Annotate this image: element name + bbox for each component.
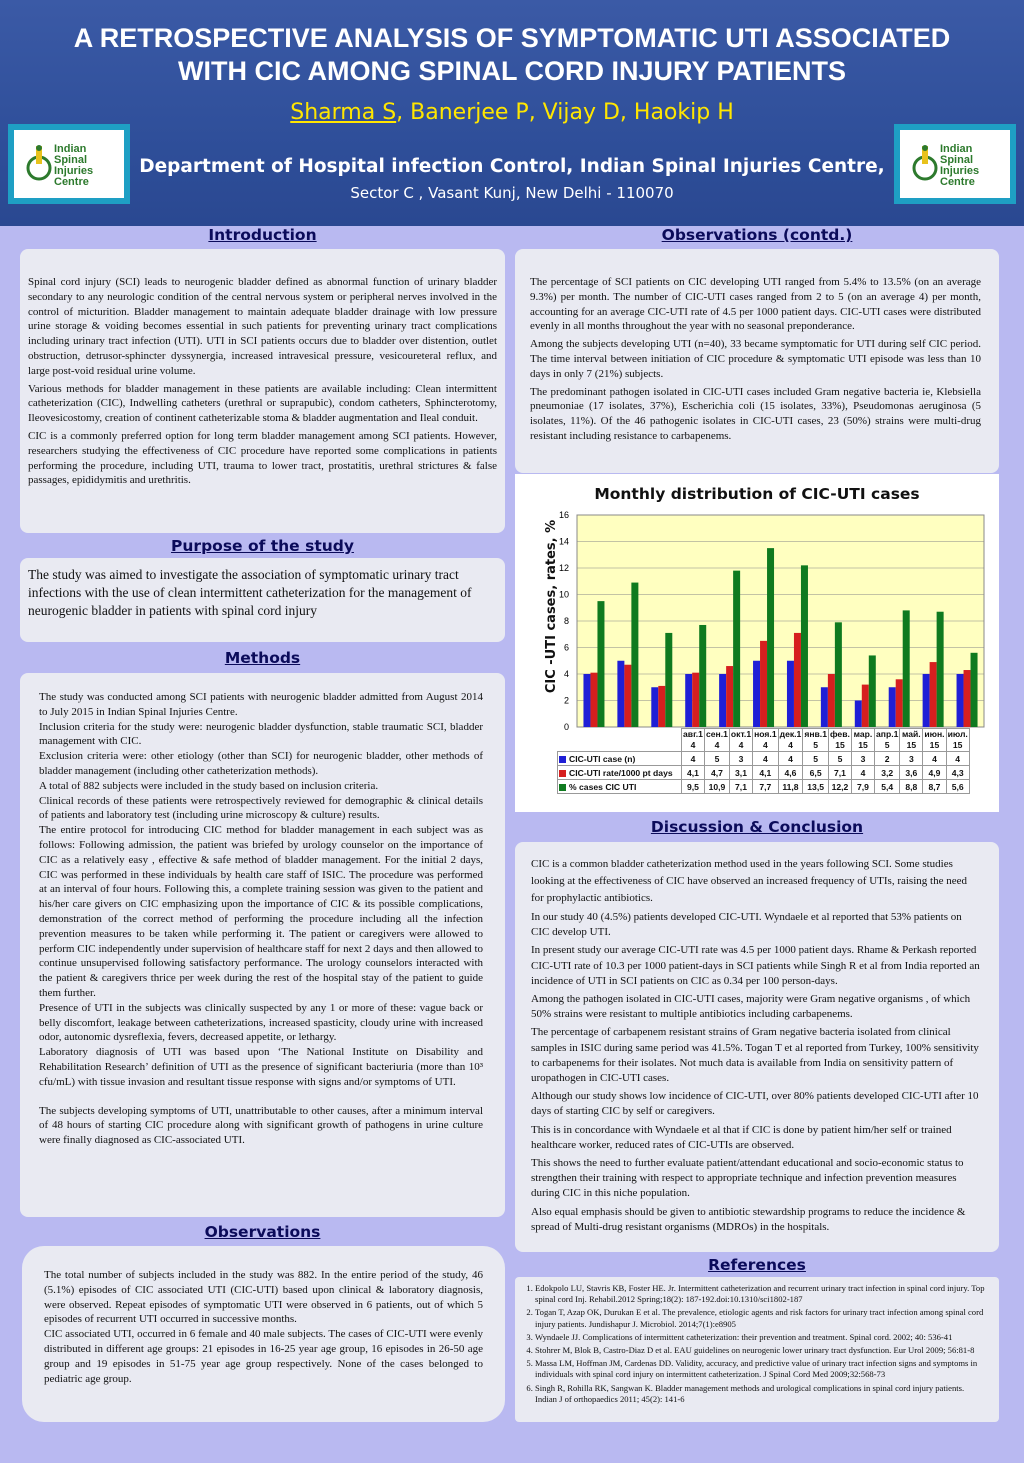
discussion-heading: Discussion & Conclusion <box>650 818 864 836</box>
data-label: 10,9 <box>705 780 730 794</box>
data-label: 5,4 <box>874 780 899 794</box>
x-tick-label-line: 15 <box>858 740 868 750</box>
x-tick-label <box>705 729 730 752</box>
isic-logo-icon <box>910 144 940 182</box>
bar-rate <box>930 662 937 727</box>
legend-swatch <box>559 770 566 777</box>
bar-cases <box>855 701 862 728</box>
data-label: 3,2 <box>874 766 899 780</box>
references-heading: References <box>708 1256 806 1274</box>
observations-contd-box <box>515 249 999 473</box>
x-tick-label-line: 15 <box>929 740 940 750</box>
data-label: 2 <box>874 752 899 766</box>
logo-text-line: Spinal Injuries <box>54 154 94 177</box>
title-line-2: WITH CIC AMONG SPINAL CORD INJURY PATIENTS <box>177 56 847 86</box>
data-label: 5,6 <box>946 780 969 794</box>
y-tick-label: 4 <box>563 669 569 679</box>
paragraph: Various methods for bladder management in these patients are available including: Clean intermittent catheterization (CIC), Indwelling catheters (urethral or suprapubic), condom catheters, Sphincterotomy, Ileovesicostomy, creation of continent catheterizable stoma & bladder augmentation and Ileal conduit. <box>28 382 497 425</box>
logo-text-line: Indian <box>940 143 973 155</box>
paragraph: This shows the need to further evaluate patient/attendant educational and socio-economic status to strengthen their training with respect to appropriate technique and infection prevention measures during CIC in this niche population. <box>531 1157 964 1200</box>
y-tick-label: 0 <box>563 722 569 732</box>
references-box <box>515 1277 999 1422</box>
bar-rate <box>828 674 835 727</box>
data-label: 4,9 <box>923 766 946 780</box>
legend-entry <box>558 766 682 780</box>
data-label: 3 <box>729 752 752 766</box>
data-label: 7,9 <box>851 780 874 794</box>
paragraph: CIC is a common bladder catheterization method used in the years following SCI. Some studies looking at the effectiveness of CIC have observed an increased frequency of UTIs, raising the need for prophylactic antibiotics. <box>531 858 967 904</box>
bar-percent <box>869 655 876 727</box>
logo-right <box>894 124 1016 204</box>
legend-entry <box>558 780 682 794</box>
paragraph: The subjects developing symptoms of UTI, unattributable to other causes, after a minimum interval of 48 hours of starting CIC procedure along with significant growth of pathogens in urine culture were finally diagnosed as CIC-associated UTI. <box>39 1104 483 1147</box>
data-label: 4 <box>946 752 969 766</box>
isic-logo-icon <box>24 144 54 182</box>
x-tick-label-line: сен.1 <box>706 729 728 739</box>
paragraph: The total number of subjects included in the study was 882. In the entire period of the study, 46 (5.1%) episodes of CIC associated UTI (CIC-UTI) based upon clinical & laboratory diagnosis, were observed. Repeat episodes of symptomatic UTI were observed in 6 patients, out of which 5 episodes of recurrent UTI occurred in successive months. <box>44 1269 483 1326</box>
reference-item: 2. Togan T, Azap OK, Durukan E et al. The prevalence, etiologic agents and risk factors for urinary tract infection among spinal cord injury patients. Jundishapur J. Microbiol. 2014;7(1):e8905 <box>535 1307 987 1329</box>
purpose-text: The study was aimed to investigate the association of symptomatic urinary tract infections with the use of clean intermittent catheterization for the management of neurogenic bladder in patients with spinal cord injury <box>28 567 472 618</box>
y-tick-label: 2 <box>563 695 569 706</box>
paragraph: Presence of UTI in the subjects was clinically suspected by any 1 or more of these: vague back or belly discomfort, leakage between catheterizations, increased spasticity, cloudy urine with increased odor, autonomic dysreflexia, fevers, decreased appetite, or lethargy. <box>39 1001 483 1044</box>
bar-percent <box>835 622 842 727</box>
paragraph: A total of 882 subjects were included in the study based on inclusion criteria. <box>39 779 379 792</box>
x-tick-label-line: 15 <box>835 740 845 750</box>
bar-rate <box>590 673 597 727</box>
paragraph: Inclusion criteria for the study were: neurogenic bladder dysfunction, stable traumatic SCI, bladder management with CIC. <box>39 720 483 748</box>
y-tick-label: 14 <box>558 536 569 547</box>
introduction-box <box>20 249 505 533</box>
bar-rate <box>896 679 903 727</box>
bar-cases <box>889 687 896 727</box>
x-tick-label <box>778 729 803 752</box>
reference-item: 6. Singh R, Rohilla RK, Sangwan K. Bladder management methods and urological complications in spinal cord injury patients. Indian J of orthopaedics 2011; 45(2): 141-6 <box>535 1383 987 1405</box>
discussion-text <box>531 856 981 1235</box>
logo-text <box>54 144 124 188</box>
methods-heading: Methods <box>224 649 301 667</box>
data-label: 8,7 <box>923 780 946 794</box>
paragraph: Although our study shows low incidence of CIC-UTI, over 80% patients developed CIC-UTI after 10 days of starting CIC by self or caregivers. <box>531 1090 979 1118</box>
y-tick-label: 6 <box>563 642 569 653</box>
data-label: 3,6 <box>900 766 923 780</box>
chart-ylabel: CIC -UTI cases, rates, % <box>544 519 560 694</box>
observations-box <box>22 1246 505 1422</box>
bar-percent <box>631 583 638 727</box>
y-tick-label: 10 <box>558 589 569 600</box>
legend-entry <box>558 752 682 766</box>
poster-title <box>40 22 984 88</box>
data-label: 4 <box>682 752 705 766</box>
paragraph: This is in concordance with Wyndaele et al that if CIC is done by patient him/her self or trained healthcare worker, reduced rates of CIC-UTIs are observed. <box>531 1123 952 1151</box>
y-tick-label: 8 <box>563 616 569 626</box>
table-row <box>558 780 970 794</box>
data-label: 5 <box>705 752 730 766</box>
methods-box <box>20 673 505 1217</box>
x-tick-label-line: 15 <box>952 740 963 750</box>
data-label: 3,1 <box>729 766 752 780</box>
other-authors: , Banerjee P, Vijay D, Haokip H <box>396 100 734 125</box>
reference-item: 3. Wyndaele JJ. Complications of intermittent catheterization: their prevention and treatment. Spinal cord. 2002; 40: 536-41 <box>535 1332 987 1343</box>
x-tick-label-line: мар. <box>853 729 873 739</box>
data-label: 4,6 <box>778 766 803 780</box>
bar-rate <box>658 686 665 727</box>
y-tick-label: 12 <box>558 563 569 573</box>
data-label: 13,5 <box>803 780 829 794</box>
poster-header <box>0 0 1024 226</box>
x-tick-label <box>729 729 752 752</box>
data-label: 4 <box>778 752 803 766</box>
discussion-box <box>515 842 999 1252</box>
paragraph: Among the subjects developing UTI (n=40), 33 became symptomatic for UTI during self CIC period. The time interval between initiation of CIC procedure & symptomatic UTI episode was less than 10 days in only 7 (21%) subjects. <box>530 338 981 380</box>
logo-text-line: Spinal Injuries <box>940 154 980 177</box>
methods-text <box>39 690 483 1148</box>
bar-percent <box>937 612 944 727</box>
bar-percent <box>699 625 706 727</box>
x-tick-label-line: дек.1 <box>779 729 802 739</box>
introduction-heading: Introduction <box>208 226 317 244</box>
data-label: 3 <box>900 752 923 766</box>
x-tick-label-line: фев. <box>830 729 850 739</box>
table-corner <box>558 729 682 752</box>
bar-cases <box>787 661 794 727</box>
logo-text-line: Centre <box>54 176 89 188</box>
paragraph: Also equal emphasis should be given to antibiotic stewardship programs to reduce the incidence & spread of Multi-drug resistant organisms (MDROs) in the hospitals. <box>531 1205 966 1233</box>
paragraph: Exclusion criteria were: other etiology (other than SCI) for neurogenic bladder, other methods of bladder management (including other catheterization methods). <box>39 750 483 777</box>
paragraph: Clinical records of these patients were retrospectively reviewed for demographic & clinical details of patients and laboratory test (including urine microscopy & culture) results. <box>39 794 483 822</box>
x-tick-label-line: май. <box>902 729 921 739</box>
paragraph: Laboratory diagnosis of UTI was based upon ‘The National Institute on Disability and Rehabilitation Research’ definition of UTI as the presence of significant bacteriuria (more than 10³ cfu/mL) with tissue invasion and resultant tissue response with signs and/or symptoms of UTI. <box>39 1046 483 1088</box>
chart-title: Monthly distribution of CIC-UTI cases <box>594 485 920 503</box>
y-tick-label: 16 <box>558 510 569 520</box>
bar-cases <box>923 674 930 727</box>
title-line-1: A RETROSPECTIVE ANALYSIS OF SYMPTOMATIC UTI ASSOCIATED <box>73 23 951 53</box>
bar-percent <box>665 633 672 727</box>
x-tick-label <box>803 729 829 752</box>
bar-rate <box>760 641 767 727</box>
data-label: 7,1 <box>729 780 752 794</box>
data-label: 4,1 <box>682 766 705 780</box>
legend-swatch <box>559 784 566 791</box>
paragraph: CIC is a commonly preferred option for long term bladder management among SCI patients. However, researchers studying the effectiveness of CIC procedure have reported some complications in patients performing the procedure, including UTI, trauma to lower tract, prostatitis, urethral strictures & false passages, epididymitis and urethritis. <box>28 429 497 487</box>
bar-cases <box>753 661 760 727</box>
logo-text <box>940 144 1010 188</box>
bar-percent <box>801 565 808 727</box>
x-tick-label <box>851 729 874 752</box>
monthly-distribution-chart <box>515 474 999 812</box>
x-tick-label-line: 15 <box>906 740 917 750</box>
data-label: 4 <box>753 752 779 766</box>
x-tick-label-line: 5 <box>884 740 890 750</box>
data-label: 11,8 <box>778 780 803 794</box>
bar-rate <box>862 685 869 727</box>
bar-cases <box>651 687 658 727</box>
paragraph: Spinal cord injury (SCI) leads to neurogenic bladder defined as abnormal function of urinary bladder secondary to any neurologic condition of the central nervous system or peripheral nerves involved in the control of micturition. Bladder management to maintain adequate bladder drainage with low pressure urine storage & voiding becomes essential in such patients for preventing urinary tract complications including urinary tract infection (UTI). UTI in SCI patients occurs due to bladder over distention, outlet obstruction, detrusor-sphincter dyssynergia, increased intravesical pressure, vesicoureteral reflux, and large post-void residual urine volume. <box>28 276 497 377</box>
reference-list <box>521 1283 987 1405</box>
chart-plot <box>515 474 999 734</box>
x-tick-label <box>923 729 946 752</box>
x-tick-label-line: авг.1 <box>683 729 703 739</box>
x-tick-label <box>900 729 923 752</box>
data-label: 8,8 <box>900 780 923 794</box>
bar-cases <box>719 674 726 727</box>
x-tick-label-line: 4 <box>714 740 720 750</box>
observations-contd-heading: Observations (contd.) <box>661 226 853 244</box>
department: Department of Hospital infection Control, Indian Spinal Injuries Centre, <box>139 156 885 177</box>
bar-cases <box>617 661 624 727</box>
data-label: 9,5 <box>682 780 705 794</box>
data-label: 4 <box>923 752 946 766</box>
x-tick-label-line: 4 <box>738 740 744 750</box>
table-row <box>558 766 970 780</box>
reference-item: 1. Edokpolo LU, Stavris KB, Foster HE. Jr. Intermittent catheterization and recurrent urinary tract infection in spinal cord injury. Top spinal cord Inj. Rehabil.2012 Spring;18(2): 187-192.doi:10.1310/sci1802-187 <box>535 1283 987 1305</box>
first-author[interactable]: Sharma S <box>290 100 397 125</box>
x-tick-label-line: 4 <box>788 740 793 750</box>
x-tick-label-line: ноя.1 <box>754 729 777 739</box>
bar-rate <box>964 670 971 727</box>
bar-rate <box>726 666 733 727</box>
reference-item: 4. Stohrer M, Blok B, Castro-Diaz D et al. EAU guidelines on neurogenic lower urinary tract dysfunction. Eur Urol 2009; 56:81-8 <box>535 1345 987 1356</box>
data-label: 5 <box>803 752 829 766</box>
data-label: 4 <box>851 766 874 780</box>
table-row <box>558 752 970 766</box>
x-tick-label-line: апр.1 <box>875 729 899 739</box>
x-tick-label-line: июл. <box>947 729 968 739</box>
data-label: 12,2 <box>828 780 851 794</box>
data-label: 4,7 <box>705 766 730 780</box>
paragraph: The percentage of SCI patients on CIC developing UTI ranged from 5.4% to 13.5% (on an average 9.3%) per month. The number of CIC-UTI cases ranged from 2 to 5 (on an average 4) per month, accounting for an average CIC-UTI rate of 4.5 per 1000 patient days. CIC-UTI cases were distributed evenly in all months throughout the year with no seasonal preponderance. <box>530 276 981 333</box>
x-tick-label <box>946 729 969 752</box>
bar-percent <box>767 548 774 727</box>
introduction-text <box>28 275 497 488</box>
paragraph: In present study our average CIC-UTI rate was 4.5 per 1000 patient days. Rhame & Perkash reported CIC-UTI rate of 10.3 per 1000 patient-days in SCI patients while Singh R et al from India reported an incidence of UTI in SCI patients on CIC as 0.34 per 100 person-days. <box>531 944 980 987</box>
logo-text-line: Indian <box>54 143 87 155</box>
x-tick-label-line: 4 <box>690 740 696 750</box>
paragraph: In our study 40 (4.5%) patients developed CIC-UTI. Wyndaele et al reported that 53% patients on CIC develop UTI. <box>531 911 962 939</box>
data-label: 4,3 <box>946 766 969 780</box>
author-list <box>0 100 1024 125</box>
data-label: 3 <box>851 752 874 766</box>
paragraph: The percentage of carbapenem resistant strains of Gram negative bacteria isolated from clinical samples in ISIC during same period was 41.5%. Togan T et al reported from Turkey, 100% sensitivity to carbapenems for their isolates. Not much data is available from India on sensitivity pattern of uropathogen in CIC-UTI cases. <box>531 1026 979 1085</box>
x-tick-label-line: окт.1 <box>730 729 752 739</box>
paragraph: CIC associated UTI, occurred in 6 female and 40 male subjects. The cases of CIC-UTI were evenly distributed in different age groups: 21 episodes in 16-25 year age group, 16 episodes in 26-50 age group and 19 episodes in 51-75 year age group respectively. None of the cases belonged to pediatric age group. <box>44 1328 483 1385</box>
legend-label: CIC-UTI rate/1000 pt days <box>569 767 673 778</box>
bar-cases <box>957 674 964 727</box>
bar-percent <box>903 610 910 727</box>
bar-rate <box>794 633 801 727</box>
paragraph: The predominant pathogen isolated in CIC-UTI cases included Gram negative bacteria ie, Klebsiella pneumoniae (17 isolates, 37%), Escherichia coli (15 isolates, 33%), Pseudomonas aeruginosa (5 isolates, 11%). Of the 46 pathogenic isolates in CIC-UTI cases, 23 (50%) strains were multi-drug resistant including resistance to carbapenems. <box>530 385 981 442</box>
legend-swatch <box>559 756 566 763</box>
x-tick-label <box>828 729 851 752</box>
table-header-row <box>558 729 970 752</box>
logo-left <box>8 124 130 204</box>
x-tick-label <box>874 729 899 752</box>
paragraph: The study was conducted among SCI patients with neurogenic bladder admitted from August 2014 to July 2015 in Indian Spinal Injuries Centre. <box>39 691 483 718</box>
data-label: 7,7 <box>753 780 779 794</box>
x-tick-label <box>753 729 779 752</box>
bar-cases <box>583 674 590 727</box>
legend-label: CIC-UTI case (n) <box>569 753 636 764</box>
chart-data-table <box>557 728 970 794</box>
paragraph: The entire protocol for introducing CIC method for bladder management in each subject was as follows: Following admission, the patient was briefed by urology counselor on the importance of CIC as a relatively easy , effective & safe method of bladder management. For the initial 2 days, CIC was performed in these individuals by health care staff of ISIC. The procedure was performed at an interval of four hours. Following this, a complete training session was given to the patient and his/her care givers on CIC emphasizing upon the importance of CIC & its possible complications, demonstration of the correct method of performing the procedure including all the infection prevention measures to be taken while performing it. The patient or caregivers were allowed to perform CIC independently under supervision of healthcare staff for next 2 days and then allowed to continue unsupervised following satisfactory performance. The urology counselors interacted with the patient & caregivers thrice per week during the rest of the hospital stay of the patient to guide them further. <box>39 824 483 999</box>
data-label: 4,1 <box>753 766 779 780</box>
observations-text <box>44 1268 483 1386</box>
x-tick-label-line: июн. <box>924 729 945 739</box>
purpose-heading: Purpose of the study <box>171 537 354 555</box>
data-label: 7,1 <box>828 766 851 780</box>
reference-item: 5. Massa LM, Hoffman JM, Cardenas DD. Validity, accuracy, and predictive value of urinary tract infection signs and symptoms in individuals with spinal cord injury on intermittent catheterization. J Spinal Cord Med 2009;32:568-73 <box>535 1358 987 1380</box>
x-tick-label-line: 4 <box>762 740 768 750</box>
bar-percent <box>971 653 978 727</box>
logo-text-line: Centre <box>940 176 975 188</box>
address: Sector C , Vasant Kunj, New Delhi - 110070 <box>350 184 674 202</box>
bar-percent <box>597 601 604 727</box>
data-label: 5 <box>828 752 851 766</box>
observations-heading: Observations <box>204 1223 321 1241</box>
bar-rate <box>624 665 631 727</box>
x-tick-label-line: 5 <box>813 740 819 750</box>
bar-cases <box>821 687 828 727</box>
purpose-box <box>20 558 505 642</box>
paragraph: Among the pathogen isolated in CIC-UTI cases, majority were Gram negative organisms , of which 50% strains were resistant to multiple antibiotics including carbapenems. <box>531 993 971 1021</box>
bar-percent <box>733 571 740 727</box>
legend-label: % cases CIC UTI <box>569 781 637 792</box>
x-tick-label-line: янв.1 <box>804 729 827 739</box>
observations-contd-text <box>530 275 981 444</box>
x-tick-label <box>682 729 705 752</box>
data-label: 6,5 <box>803 766 829 780</box>
bar-cases <box>685 674 692 727</box>
bar-rate <box>692 673 699 727</box>
